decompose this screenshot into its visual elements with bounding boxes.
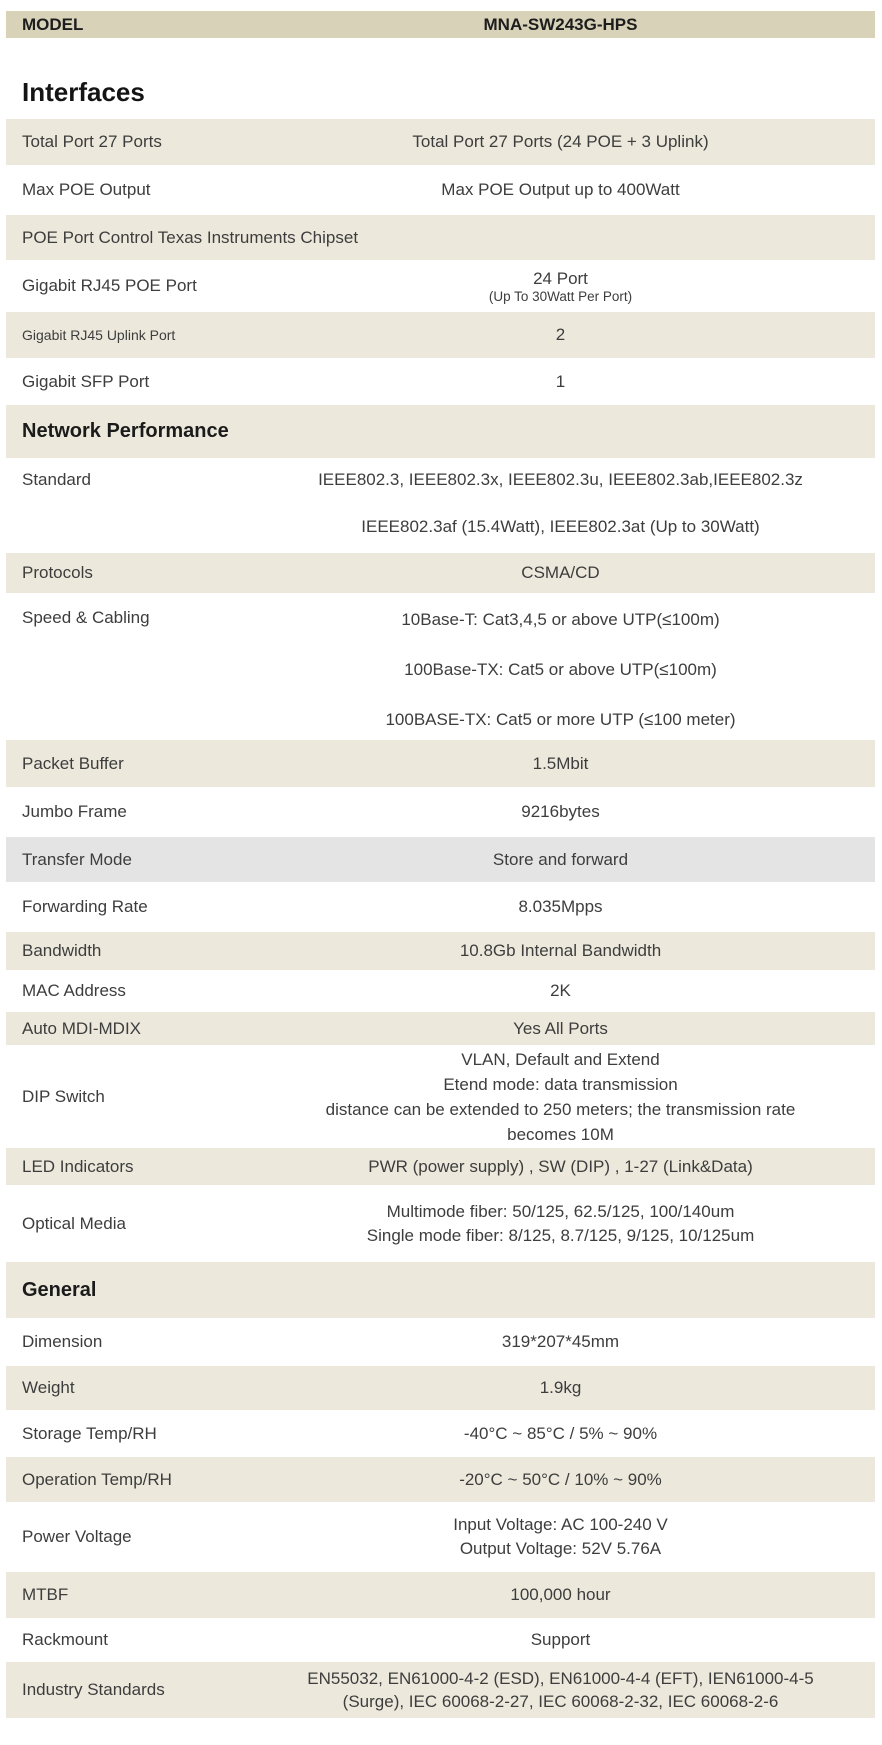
spec-value: Max POE Output up to 400Watt — [441, 180, 680, 199]
spec-label: Dimension — [22, 1332, 103, 1351]
spec-label: Optical Media — [22, 1213, 126, 1233]
spec-value: 9216bytes — [521, 802, 600, 821]
spec-value: 2 — [555, 325, 566, 344]
spec-row-protocols — [6, 553, 875, 593]
spec-row-operation-temp — [6, 1457, 875, 1502]
spec-label: LED Indicators — [22, 1156, 134, 1176]
spec-value: 319*207*45mm — [501, 1332, 620, 1351]
model-label: MODEL — [22, 14, 84, 34]
spec-value: 8.035Mpps — [518, 897, 603, 916]
spec-label: DIP Switch — [22, 1086, 105, 1106]
spec-label: Power Voltage — [22, 1527, 132, 1546]
spec-label: Gigabit SFP Port — [22, 371, 150, 391]
spec-row-rj45-poe — [6, 260, 875, 312]
spec-value: EN55032, EN61000-4-2 (ESD), EN61000-4-4 (EFT), IEN61000-4-5 (Surge), IEC 60068-2-27, IEC 60068-2-32, IEC 60068-2-6 — [307, 1669, 814, 1711]
spec-row-jumbo-frame — [6, 787, 875, 837]
spec-label: Auto MDI-MDIX — [22, 1018, 142, 1038]
spec-value: Multimode fiber: 50/125, 62.5/125, 100/140um Single mode fiber: 8/125, 8.7/125, 9/125, 10/125um — [366, 1201, 755, 1245]
spec-value — [246, 260, 875, 312]
spec-row-weight — [6, 1366, 875, 1410]
section-header-general: General — [6, 1262, 875, 1318]
spec-value: Input Voltage: AC 100-240 V Output Voltage: 52V 5.76A — [453, 1515, 668, 1558]
spec-label: Gigabit RJ45 POE Port — [22, 276, 197, 295]
spec-label: Max POE Output — [22, 180, 151, 199]
spec-label: Jumbo Frame — [22, 802, 127, 821]
spec-row-power-voltage — [6, 1502, 875, 1572]
spec-value: 2K — [550, 981, 571, 1000]
spec-label: Speed & Cabling — [22, 608, 150, 627]
spec-value: IEEE802.3, IEEE802.3x, IEEE802.3u, IEEE802.3ab,IEEE802.3z IEEE802.3af (15.4Watt), IEEE802.3at (Up to 30Watt) — [318, 470, 803, 536]
spec-row-bandwidth — [6, 932, 875, 970]
spec-value: -40°C ~ 85°C / 5% ~ 90% — [463, 1423, 658, 1443]
model-value: MNA-SW243G-HPS — [483, 14, 638, 34]
spec-label: POE Port Control Texas Instruments Chipset — [22, 227, 359, 247]
spec-row-storage-temp — [6, 1410, 875, 1457]
spec-row-max-poe — [6, 165, 875, 215]
spec-value: 100,000 hour — [510, 1585, 611, 1604]
spec-label: Packet Buffer — [22, 753, 124, 773]
spec-value: 1.5Mbit — [532, 753, 589, 773]
spec-value: 1 — [555, 371, 566, 391]
section-header-network-performance: Network Performance — [6, 405, 875, 458]
spec-row-rackmount — [6, 1618, 875, 1662]
spec-row-packet-buffer — [6, 740, 875, 787]
spec-value: CSMA/CD — [521, 563, 600, 582]
spec-label: Rackmount — [22, 1630, 108, 1649]
spec-label: Forwarding Rate — [22, 897, 148, 916]
spec-row-mac-address — [6, 970, 875, 1012]
spec-row-total-port — [6, 119, 875, 165]
spec-label: Industry Standards — [22, 1680, 165, 1699]
spec-value: 1.9kg — [539, 1378, 582, 1397]
spec-label: Transfer Mode — [22, 849, 132, 869]
spec-value: Store and forward — [492, 849, 629, 869]
spec-row-mtbf — [6, 1572, 875, 1618]
value-main: 24 Port — [533, 268, 588, 288]
spec-value: 10.8Gb Internal Bandwidth — [459, 941, 662, 960]
spec-sheet — [6, 11, 875, 1718]
model-header-row — [6, 11, 875, 38]
spec-value: 10Base-T: Cat3,4,5 or above UTP(≤100m) 100Base-TX: Cat5 or above UTP(≤100m) 100BASE-TX: Cat5 or more UTP (≤100 meter) — [385, 610, 736, 729]
spec-label: Gigabit RJ45 Uplink Port — [22, 327, 176, 343]
spec-row-industry-standards — [6, 1662, 875, 1718]
section-title-interfaces: Interfaces — [22, 77, 145, 107]
spec-label: Total Port 27 Ports — [22, 132, 162, 151]
spec-value: PWR (power supply) , SW (DIP) , 1-27 (Link&Data) — [368, 1156, 753, 1176]
spec-label: Protocols — [22, 563, 93, 582]
spec-row-dip-switch — [6, 1045, 875, 1148]
spec-row-optical-media — [6, 1185, 875, 1262]
spec-label: Bandwidth — [22, 941, 102, 960]
spec-row-led-indicators — [6, 1148, 875, 1185]
spec-row-speed-cabling — [6, 593, 875, 740]
spec-value: Support — [530, 1630, 591, 1649]
spec-label: MAC Address — [22, 981, 126, 1000]
spec-row-standard — [6, 458, 875, 553]
spec-label: Storage Temp/RH — [22, 1423, 157, 1443]
spec-value: Total Port 27 Ports (24 POE + 3 Uplink) — [412, 132, 709, 151]
spec-row-forwarding-rate — [6, 882, 875, 932]
spec-row-auto-mdi — [6, 1012, 875, 1045]
spec-row-dimension — [6, 1318, 875, 1366]
spec-label: Operation Temp/RH — [22, 1469, 172, 1489]
spec-value: Yes All Ports — [513, 1018, 608, 1038]
spec-value: VLAN, Default and Extend Etend mode: data transmission distance can be extended to 250 meters; the transmission rate becomes 10M — [325, 1049, 796, 1144]
spec-value: -20°C ~ 50°C / 10% ~ 90% — [459, 1469, 662, 1489]
spec-label: Standard — [22, 470, 91, 489]
value-note: (Up To 30Watt Per Port) — [488, 288, 633, 304]
spec-row-transfer-mode — [6, 837, 875, 882]
spec-row-rj45-uplink — [6, 312, 875, 358]
spec-row-poe-chipset — [6, 215, 875, 260]
spec-row-sfp-port — [6, 358, 875, 405]
spec-label: Weight — [22, 1378, 75, 1397]
spec-label: MTBF — [22, 1585, 69, 1604]
